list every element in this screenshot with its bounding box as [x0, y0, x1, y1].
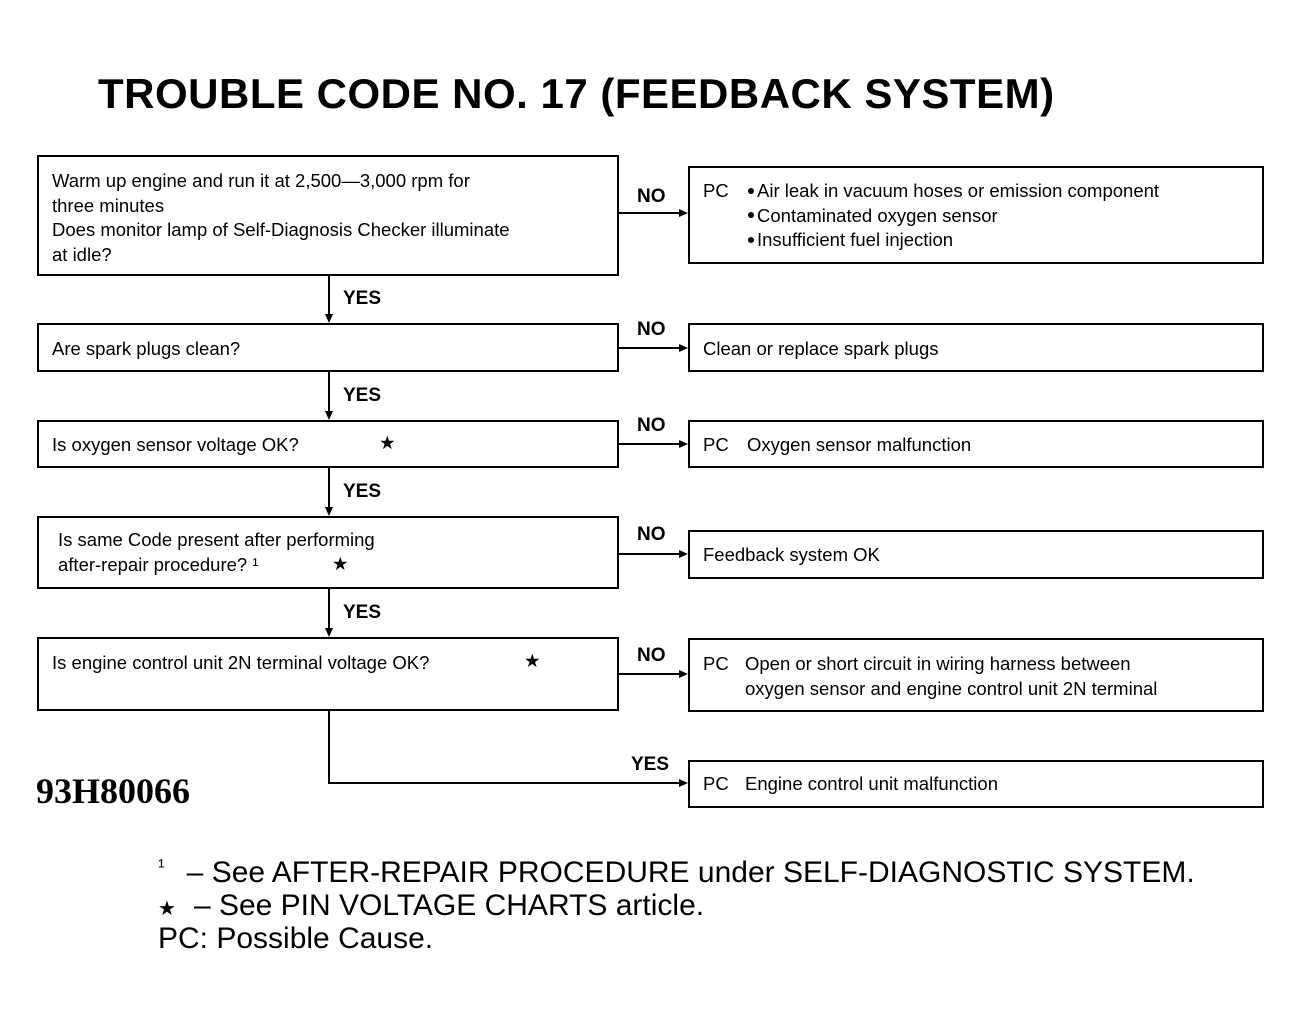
question-text-spark-plugs: Are spark plugs clean? [52, 338, 241, 359]
no-connector-line [619, 347, 679, 349]
no-label: NO [637, 645, 666, 666]
diagram-title: TROUBLE CODE NO. 17 (FEEDBACK SYSTEM) [98, 70, 1055, 117]
figure-id: 93H80066 [36, 771, 191, 811]
footnote-mark: ¹ [158, 856, 165, 878]
arrow-right-icon [679, 670, 688, 678]
yes-connector-line [328, 276, 330, 314]
pin-voltage-marker: ★ [332, 553, 349, 574]
arrow-down-icon [325, 314, 333, 323]
no-label: NO [637, 319, 666, 340]
result-prefix-pc: PC [703, 773, 729, 794]
footnote-mark: ★ [158, 898, 176, 920]
bullet-icon [748, 237, 754, 243]
result-prefix-pc: PC [703, 180, 729, 201]
bullet-icon [748, 212, 754, 218]
result-text-open-short: Open or short circuit in wiring harness between oxygen sensor and engine control unit 2N terminal [745, 653, 1158, 699]
arrow-down-icon [325, 628, 333, 637]
arrow-right-icon [679, 440, 688, 448]
result-text-clean-plugs: Clean or replace spark plugs [703, 338, 939, 359]
yes-label: YES [343, 385, 382, 406]
arrow-down-icon [325, 507, 333, 516]
footnote-after-repair: $^{^1}$ – See AFTER-REPAIR PROCEDURE under SELF-DIAGNOSTIC SYSTEM. [158, 856, 1195, 889]
question-text-warm-up: Warm up engine and run it at 2,500—3,000 rpm for three minutes Does monitor lamp of Self-Diagnosis Checker illuminate at idle? [52, 170, 510, 265]
footnote-possible-cause: PC: Possible Cause. [158, 922, 434, 955]
arrow-right-icon [679, 550, 688, 558]
yes-connector-line [328, 711, 330, 784]
bullet-icon [748, 188, 754, 194]
question-text-oxygen-sensor: Is oxygen sensor voltage OK? [52, 434, 299, 455]
question-text-ecu-2n: Is engine control unit 2N terminal voltage OK? [52, 652, 430, 673]
yes-label: YES [343, 481, 382, 502]
result-text-ecu-malfunction: Engine control unit malfunction [745, 773, 998, 794]
footnote-pin-voltage: ★ – See PIN VOLTAGE CHARTS article. [158, 889, 705, 922]
no-label: NO [637, 186, 666, 207]
result-text-oxygen-malfunction: Oxygen sensor malfunction [747, 434, 972, 455]
yes-label: YES [343, 288, 382, 309]
result-prefix-pc: PC [703, 653, 729, 674]
arrow-down-icon [325, 411, 333, 420]
yes-label: YES [343, 602, 382, 623]
result-text-feedback-ok: Feedback system OK [703, 544, 880, 565]
yes-connector-line [328, 589, 330, 628]
result-bullet-list: Air leak in vacuum hoses or emission component Contaminated oxygen sensor Insufficient fuel injection [748, 179, 1159, 253]
yes-connector-line [328, 782, 679, 784]
pin-voltage-marker: ★ [524, 650, 541, 671]
no-label: NO [637, 524, 666, 545]
no-connector-line [619, 443, 679, 445]
question-text-same-code: Is same Code present after performing after-repair procedure? ¹ [58, 529, 375, 575]
no-connector-line [619, 553, 679, 555]
arrow-right-icon [679, 779, 688, 787]
yes-connector-line [328, 468, 330, 507]
yes-label: YES [631, 754, 670, 775]
pin-voltage-marker: ★ [379, 432, 396, 453]
arrow-right-icon [679, 344, 688, 352]
arrow-right-icon [679, 209, 688, 217]
result-prefix-pc: PC [703, 434, 729, 455]
yes-connector-line [328, 372, 330, 411]
no-label: NO [637, 415, 666, 436]
no-connector-line [619, 673, 679, 675]
no-connector-line [619, 212, 679, 214]
